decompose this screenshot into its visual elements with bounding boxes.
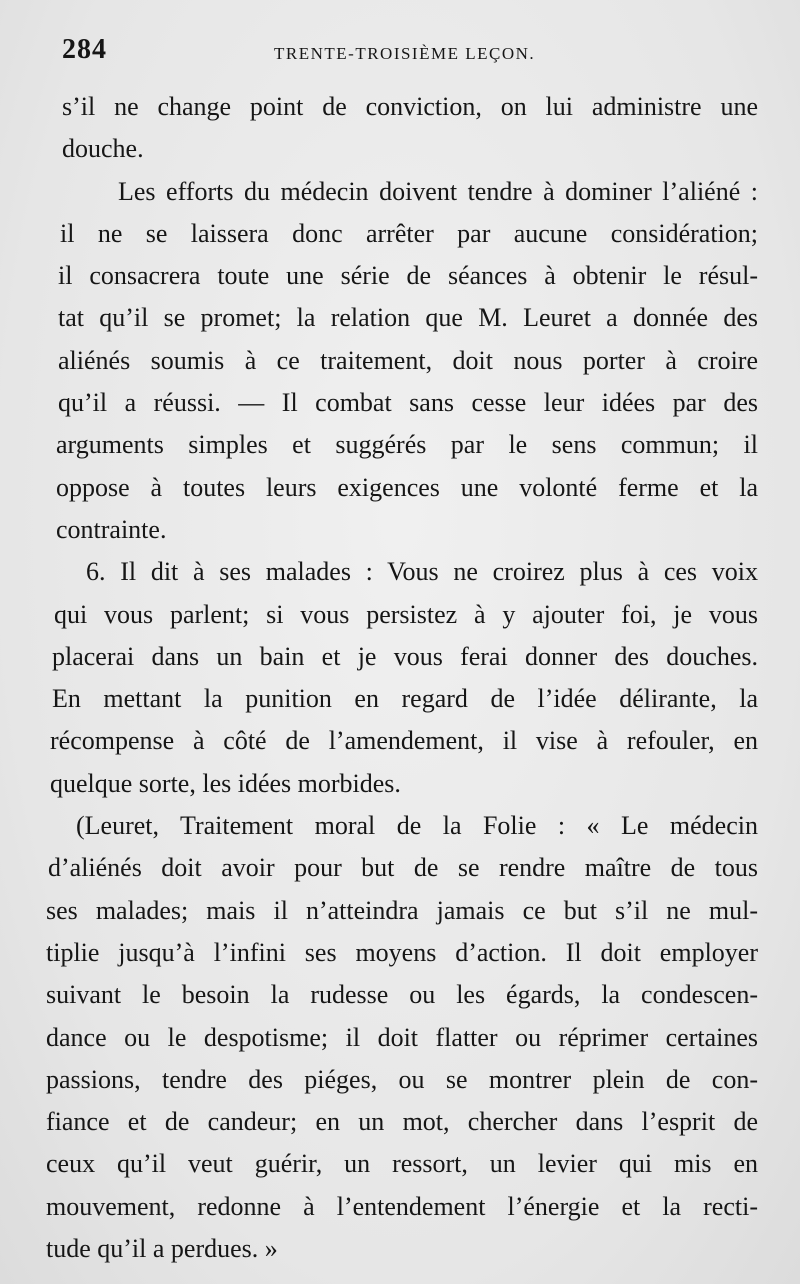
text-line: (Leuret, Traitement moral de la Folie : « Le médecin: [76, 811, 758, 841]
text-line: ceux qu’il veut guérir, un ressort, un levier qui mis en: [46, 1149, 758, 1179]
text-line: tat qu’il se promet; la relation que M. Leuret a donnée des: [58, 303, 758, 333]
text-line: arguments simples et suggérés par le sens commun; il: [56, 430, 758, 460]
text-line: passions, tendre des piéges, ou se montrer plein de con-: [46, 1064, 758, 1094]
text-line: récompense à côté de l’amendement, il vise à refouler, en: [50, 726, 758, 756]
text-line: douche.: [62, 134, 144, 164]
text-line: contrainte.: [56, 514, 167, 544]
text-line: il consacrera toute une série de séances à obtenir le résul-: [58, 261, 758, 291]
text-line: ses malades; mais il n’atteindra jamais ce but s’il ne mul-: [46, 895, 758, 925]
text-line: 6. Il dit à ses malades : Vous ne croirez plus à ces voix: [86, 557, 758, 587]
text-line: dance ou le despotisme; il doit flatter ou réprimer certaines: [46, 1022, 758, 1052]
page-header: [62, 34, 752, 70]
text-line: quelque sorte, les idées morbides.: [50, 768, 401, 798]
text-line: qu’il a réussi. — Il combat sans cesse leur idées par des: [58, 388, 758, 418]
text-line: s’il ne change point de conviction, on lui administre une: [62, 92, 758, 121]
running-head: TRENTE-TROISIÈME LEÇON.: [274, 44, 536, 63]
body-text: [46, 86, 758, 1270]
text-line: oppose à toutes leurs exigences une volonté ferme et la: [56, 472, 758, 502]
text-line: placerai dans un bain et je vous ferai donner des douches.: [52, 641, 758, 671]
text-line: d’aliénés doit avoir pour but de se rendre maître de tous: [48, 853, 758, 883]
text-line: En mettant la punition en regard de l’idée délirante, la: [52, 684, 758, 714]
text-line: fiance et de candeur; en un mot, chercher dans l’esprit de: [46, 1107, 758, 1137]
text-line: suivant le besoin la rudesse ou les égards, la condescen-: [46, 980, 758, 1010]
text-line: tiplie jusqu’à l’infini ses moyens d’action. Il doit employer: [46, 937, 758, 967]
page-number: 284: [62, 34, 107, 65]
text-line: tude qu’il a perdues. »: [46, 1234, 278, 1264]
text-line: Les efforts du médecin doivent tendre à dominer l’aliéné :: [118, 176, 758, 206]
text-line: aliénés soumis à ce traitement, doit nous porter à croire: [58, 345, 758, 375]
text-line: mouvement, redonne à l’entendement l’énergie et la recti-: [46, 1191, 758, 1221]
text-line: il ne se laissera donc arrêter par aucune considération;: [60, 218, 758, 248]
text-line: qui vous parlent; si vous persistez à y ajouter foi, je vous: [54, 599, 758, 629]
